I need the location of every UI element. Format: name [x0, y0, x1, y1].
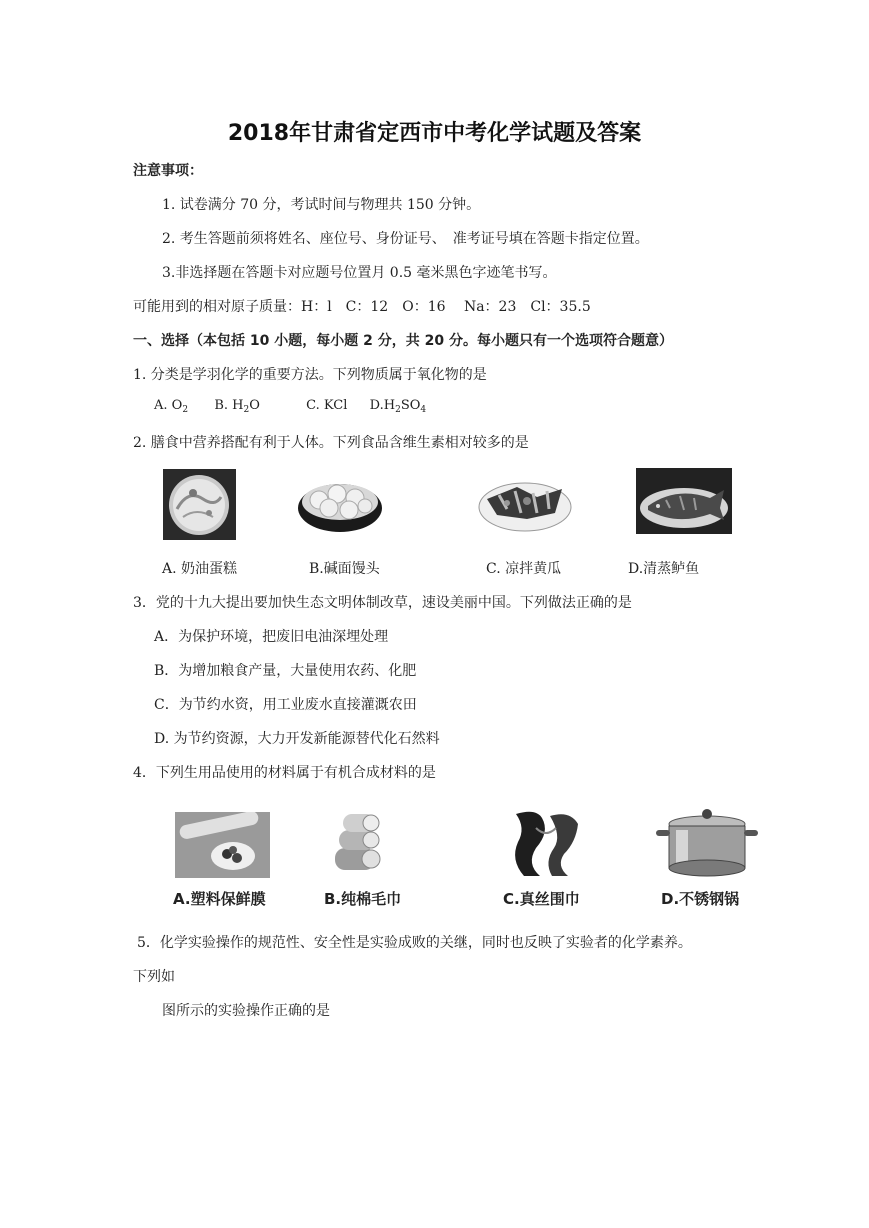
q4-option-c: C.真丝围巾 — [503, 890, 580, 908]
q1-option-c: C. KCl — [306, 398, 348, 413]
notice-item-3: 3.非选择题在答题卡对应题号位置月 0.5 毫米黑色字迹笔书写。 — [162, 265, 557, 281]
q1-option-b: B. $H_2O$ — [214, 398, 260, 415]
atomic-masses: 可能用到的相对原子质量：H：l C：12 O：16 Na：23 Cl：35.5 — [133, 299, 591, 315]
q3-option-b: B．为增加粮食产量，大量使用农药、化肥 — [154, 663, 417, 679]
q5-line-1: 5．化学实验操作的规范性、安全性是实验成败的关继，同时也反映了实验者的化学素养。 — [137, 935, 692, 951]
cotton-towel-image — [327, 808, 385, 876]
section1-heading: 一、选择（本包括 10 小题，每小题 2 分，共 20 分。每小题只有一个选项符合题意） — [133, 333, 673, 349]
q1-stem: 1. 分类是学羽化学的重要方法。下列物质属于氧化物的是 — [133, 367, 487, 383]
q2-option-d: D.清蒸鲈鱼 — [628, 561, 700, 577]
q4-option-b: B.纯棉毛巾 — [324, 890, 402, 908]
plastic-wrap-image — [175, 812, 270, 878]
q3-stem: 3．党的十九大提出要加快生态文明体制改草，速设美丽中国。下列做法正确的是 — [133, 595, 632, 611]
q3-option-c: C．为节约水资，用工业废水直接灌溉农田 — [154, 697, 417, 713]
q1-option-d: $D.H_2SO_4$ — [369, 398, 427, 415]
q3-option-a: A．为保护环境，把废旧电油深埋处理 — [154, 629, 389, 645]
steel-pot-image — [654, 806, 760, 878]
q4-stem: 4．下列生用品使用的材料属于有机合成材料的是 — [133, 765, 436, 781]
document-title: 2018年甘肃省定西市中考化学试题及答案 — [227, 121, 642, 146]
q1-options — [154, 398, 426, 415]
q5-line-3: 图所示的实验操作正确的是 — [162, 1003, 330, 1019]
q2-option-a: A. 奶油蛋糕 — [162, 561, 238, 577]
q2-option-b: B.碱面馒头 — [309, 561, 380, 577]
notice-item-1: 1. 试卷满分 70 分，考试时间与物理共 150 分钟。 — [162, 197, 481, 213]
q3-option-d: D. 为节约资源，大力开发新能源替代化石然料 — [154, 731, 440, 747]
cucumber-salad-image — [477, 469, 572, 534]
notice-item-2: 2. 考生答题前须将姓名、座位号、身份证号、 准考证号填在答题卡指定位置。 — [162, 231, 649, 247]
cream-cake-image — [163, 469, 236, 540]
steamed-fish-image — [636, 468, 732, 534]
q4-option-d: D.不锈钢锅 — [661, 890, 740, 908]
q5-line-2: 下列如 — [133, 969, 175, 985]
silk-scarf-image — [506, 808, 584, 878]
notice-heading: 注意事项： — [133, 163, 203, 179]
q4-option-a: A.塑料保鲜膜 — [173, 890, 266, 908]
q2-option-c: C. 凉拌黄瓜 — [486, 561, 562, 577]
q1-option-a: A. $O_2$ — [154, 398, 189, 415]
q2-stem: 2. 膳食中营养搭配有利于人体。下列食品含维生素相对较多的是 — [133, 435, 529, 451]
steamed-buns-image — [297, 474, 383, 534]
